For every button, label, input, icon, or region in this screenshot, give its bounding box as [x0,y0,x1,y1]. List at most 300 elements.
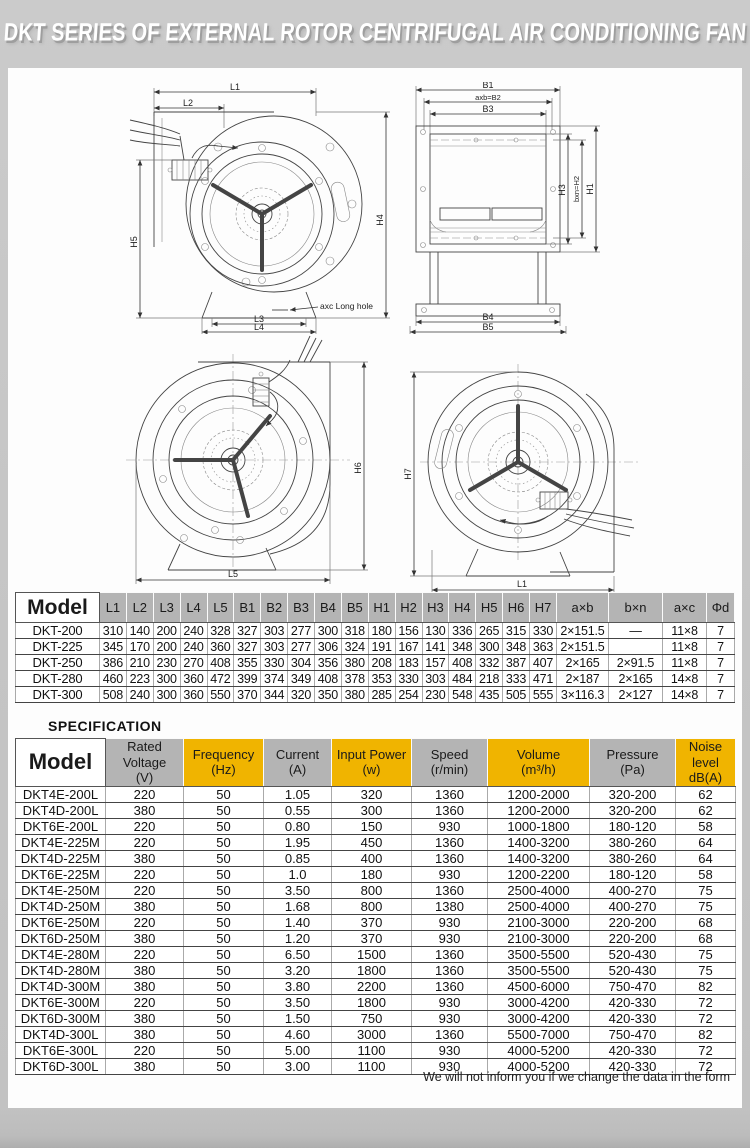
spec-value-cell: 4000-5200 [488,1058,590,1074]
spec-value-cell: 400-270 [590,882,676,898]
spec-col-header-speed [412,739,488,787]
dim-model-cell: DKT-250 [16,655,100,671]
spec-value-cell: 1.68 [264,898,332,914]
dim-value-cell: 300 [476,639,503,655]
spec-table-row [16,898,736,914]
spec-value-cell: 0.80 [264,818,332,834]
dim-value-cell: 471 [530,671,557,687]
dim-value-cell: 360 [180,671,207,687]
spec-model-cell: DKT6D-300L [16,1058,106,1074]
dim-value-cell: 350 [315,687,342,703]
dim-value-cell: 2×187 [557,671,609,687]
spec-value-cell: 2500-4000 [488,882,590,898]
dim-col-header-b1: B1 [234,593,261,623]
dim-table-row [16,639,735,655]
spec-value-cell: 380 [106,962,184,978]
spec-value-cell: 62 [676,802,736,818]
spec-value-cell: 1.20 [264,930,332,946]
dim-col-header-a-b: a×b [557,593,609,623]
dim-value-cell: 370 [234,687,261,703]
dim-col-header-b3: B3 [288,593,315,623]
dim-value-cell: 230 [153,655,180,671]
dim-value-cell: 304 [288,655,315,671]
dim-value-cell: 223 [126,671,153,687]
dim-col-header-l3: L3 [153,593,180,623]
dim-value-cell: 141 [422,639,449,655]
spec-table-row [16,930,736,946]
dim-value-cell: 2×151.5 [557,623,609,639]
spec-header-unit: (w) [362,762,381,778]
dim-value-cell: 180 [368,623,395,639]
dim-value-cell: 11×8 [663,623,707,639]
dim-col-header-h1: H1 [368,593,395,623]
spec-value-cell: 75 [676,882,736,898]
spec-value-cell: 75 [676,962,736,978]
spec-value-cell: 930 [412,1010,488,1026]
dim-value-cell: 344 [261,687,288,703]
dim-value-cell: 327 [234,639,261,655]
spec-model-cell: DKT6E-200L [16,818,106,834]
spec-value-cell: 0.55 [264,802,332,818]
dim-value-cell: 399 [234,671,261,687]
side-left-geometry [126,336,368,584]
spec-value-cell: 3500-5500 [488,962,590,978]
spec-value-cell: 58 [676,818,736,834]
spec-value-cell: 72 [676,1058,736,1074]
spec-table-row [16,802,736,818]
dim-value-cell: 330 [395,671,422,687]
spec-value-cell: 1360 [412,850,488,866]
dim-value-cell: 380 [341,687,368,703]
dim-value-cell: 306 [315,639,342,655]
dim-value-cell: 360 [207,639,234,655]
dim-label-h3: H3 [557,184,567,196]
dim-table-row [16,623,735,639]
dim-value-cell: 7 [707,655,735,671]
spec-value-cell: 930 [412,1058,488,1074]
dim-label-b3: B3 [482,104,494,114]
dim-value-cell: 170 [126,639,153,655]
spec-value-cell: 380 [106,1058,184,1074]
dim-label-b1: B1 [482,82,494,90]
dim-col-header-l2: L2 [126,593,153,623]
spec-value-cell: 1500 [332,946,412,962]
dimension-table-head [16,593,735,623]
dim-value-cell: 407 [530,655,557,671]
spec-value-cell: 930 [412,914,488,930]
spec-table-row [16,914,736,930]
spec-header-label: Pressure [606,746,659,762]
spec-value-cell: 5500-7000 [488,1026,590,1042]
dim-value-cell: 240 [126,687,153,703]
dim-value-cell: 345 [100,639,127,655]
dim-value-cell: 277 [288,623,315,639]
spec-value-cell: 1360 [412,802,488,818]
dim-value-cell: 200 [153,623,180,639]
spec-value-cell: 1800 [332,994,412,1010]
spec-model-cell: DKT6E-250M [16,914,106,930]
spec-table-row [16,1042,736,1058]
spec-value-cell: 380 [106,930,184,946]
spec-value-cell: 3.80 [264,978,332,994]
spec-value-cell: 1200-2000 [488,802,590,818]
dim-value-cell: 360 [180,687,207,703]
spec-value-cell: 72 [676,994,736,1010]
dim-value-cell: 240 [180,639,207,655]
dim-value-cell: 2×165 [609,671,663,687]
spec-value-cell: 1380 [412,898,488,914]
spec-value-cell: 3.20 [264,962,332,978]
mounting-base [168,535,276,571]
spec-table-row [16,866,736,882]
dim-value-cell: 240 [180,623,207,639]
dim-value-cell: 318 [341,623,368,639]
spec-value-cell: 62 [676,786,736,802]
spec-value-cell: 220 [106,1042,184,1058]
dim-value-cell: 356 [315,655,342,671]
spec-table-row [16,882,736,898]
spec-header-unit: (m³/h) [521,762,556,778]
spec-value-cell: 380 [106,850,184,866]
dim-value-cell: 328 [207,623,234,639]
dim-value-cell: 508 [100,687,127,703]
dim-label-h6: H6 [353,462,363,474]
dimension-table-body [16,623,735,703]
wires [130,120,184,160]
dim-model-cell: DKT-280 [16,671,100,687]
spec-table-row [16,1026,736,1042]
dim-value-cell: — [609,623,663,639]
dim-value-cell [609,639,663,655]
dim-col-header-b5: B5 [341,593,368,623]
spec-value-cell: 380-260 [590,834,676,850]
dim-value-cell: 348 [503,639,530,655]
spec-table-row [16,962,736,978]
dim-value-cell: 555 [530,687,557,703]
spec-table-row [16,994,736,1010]
spec-value-cell: 1400-3200 [488,834,590,850]
spec-value-cell: 1100 [332,1058,412,1074]
spec-header-unit: dB(A) [688,770,723,786]
dim-value-cell: 303 [422,671,449,687]
spec-value-cell: 3500-5500 [488,946,590,962]
spec-value-cell: 930 [412,866,488,882]
spec-value-cell: 50 [184,786,264,802]
dim-label-h7: H7 [403,468,413,480]
spec-value-cell: 420-330 [590,1010,676,1026]
dim-col-header-h3: H3 [422,593,449,623]
dim-value-cell: 408 [449,655,476,671]
dim-col-header-b4: B4 [315,593,342,623]
specification-table-body [16,786,736,1074]
spec-value-cell: 58 [676,866,736,882]
spec-value-cell: 150 [332,818,412,834]
dim-col-header-h5: H5 [476,593,503,623]
dim-value-cell: 218 [476,671,503,687]
spec-value-cell: 3.00 [264,1058,332,1074]
spec-value-cell: 420-330 [590,1058,676,1074]
dim-value-cell: 140 [126,623,153,639]
dim-header-row [16,593,735,623]
spec-value-cell: 2100-3000 [488,914,590,930]
spec-value-cell: 180-120 [590,818,676,834]
spec-value-cell: 1800 [332,962,412,978]
spec-model-cell: DKT4E-200L [16,786,106,802]
fan-side-view-left-drawing [118,332,383,584]
spec-value-cell: 1.0 [264,866,332,882]
dim-value-cell: 374 [261,671,288,687]
dim-value-cell: 348 [449,639,476,655]
dimension-table [15,592,735,703]
dim-value-cell: 330 [530,623,557,639]
spec-model-cell: DKT4D-300M [16,978,106,994]
spec-value-cell: 1.05 [264,786,332,802]
spec-value-cell: 1360 [412,962,488,978]
spec-header-label: Noise level [688,739,723,770]
dim-value-cell: 484 [449,671,476,687]
spec-value-cell: 220 [106,818,184,834]
spec-value-cell: 50 [184,978,264,994]
dim-value-cell: 310 [100,623,127,639]
spec-col-header-current [264,739,332,787]
dim-col-header-b2: B2 [261,593,288,623]
spec-value-cell: 50 [184,850,264,866]
spec-value-cell: 50 [184,1026,264,1042]
spec-value-cell: 930 [412,1042,488,1058]
page-title: DKT SERIES OF EXTERNAL ROTOR CENTRIFUGAL AIR CONDITIONING FAN [2,19,748,47]
dim-value-cell: 300 [315,623,342,639]
spec-header-label: Input Power [336,746,407,762]
spec-value-cell: 50 [184,914,264,930]
spec-table-row [16,818,736,834]
spec-value-cell: 50 [184,898,264,914]
dim-model-cell: DKT-300 [16,687,100,703]
spec-header-unit: (Pa) [620,762,645,778]
dim-value-cell: 11×8 [663,655,707,671]
spec-value-cell: 4.60 [264,1026,332,1042]
spec-model-cell: DKT4D-300L [16,1026,106,1042]
spec-value-cell: 750-470 [590,1026,676,1042]
spec-value-cell: 930 [412,930,488,946]
dim-value-cell: 200 [153,639,180,655]
dim-label-l4: L4 [253,322,265,332]
spec-value-cell: 50 [184,962,264,978]
spec-model-cell: DKT4D-250M [16,898,106,914]
spec-value-cell: 1200-2000 [488,786,590,802]
dim-value-cell: 332 [476,655,503,671]
spec-value-cell: 3000 [332,1026,412,1042]
spec-value-cell: 1360 [412,1026,488,1042]
spec-value-cell: 1400-3200 [488,850,590,866]
dim-value-cell: 548 [449,687,476,703]
spec-value-cell: 50 [184,834,264,850]
spec-value-cell: 1360 [412,786,488,802]
dim-col-header-l5: L5 [207,593,234,623]
spec-value-cell: 220 [106,834,184,850]
dim-value-cell: 408 [207,655,234,671]
specification-table-head [16,739,736,787]
spec-header-label: Current [275,746,320,762]
dim-value-cell: 265 [476,623,503,639]
spec-value-cell: 75 [676,898,736,914]
side-right-geometry [403,364,640,594]
spec-value-cell: 1360 [412,946,488,962]
spec-value-cell: 3000-4200 [488,994,590,1010]
spec-model-cell: DKT4D-280M [16,962,106,978]
spec-value-cell: 400-270 [590,898,676,914]
spec-value-cell: 400 [332,850,412,866]
spec-value-cell: 520-430 [590,946,676,962]
dim-value-cell: 386 [100,655,127,671]
spec-value-cell: 6.50 [264,946,332,962]
dim-value-cell: 315 [503,623,530,639]
dim-col-header-b-n: b×n [609,593,663,623]
spec-value-cell: 50 [184,882,264,898]
spec-model-cell: DKT6E-225M [16,866,106,882]
spec-header-label: Model [28,749,93,775]
dim-value-cell: 550 [207,687,234,703]
spec-header-label: Rated Voltage [122,739,167,770]
dim-label-b5: B5 [482,322,494,332]
fan-side-view-right-drawing [400,344,665,599]
fan-outlet-view-drawing [406,82,618,334]
spec-value-cell: 800 [332,898,412,914]
dim-value-cell: 2×127 [609,687,663,703]
dim-value-cell: 303 [261,639,288,655]
dim-value-cell: 3×116.3 [557,687,609,703]
dim-value-cell: 285 [368,687,395,703]
dim-value-cell: 435 [476,687,503,703]
outlet-geometry [410,82,600,334]
spec-value-cell: 220 [106,946,184,962]
spec-value-cell: 4000-5200 [488,1042,590,1058]
spec-value-cell: 75 [676,946,736,962]
dim-col-header-l1: L1 [100,593,127,623]
dim-col-header-a-c: a×c [663,593,707,623]
dim-value-cell: 208 [368,655,395,671]
specification-heading: SPECIFICATION [48,718,162,734]
dim-col-header-h4: H4 [449,593,476,623]
long-hole-label: axc Long hole [320,301,373,311]
spec-value-cell: 1360 [412,978,488,994]
spec-col-header-noise-level [676,739,736,787]
dim-value-cell: 408 [315,671,342,687]
spec-value-cell: 72 [676,1010,736,1026]
dim-col-header--d: Φd [707,593,735,623]
spec-table-row [16,978,736,994]
spec-value-cell: 2200 [332,978,412,994]
spec-value-cell: 300 [332,802,412,818]
dim-value-cell: 277 [288,639,315,655]
spec-value-cell: 380 [106,978,184,994]
spec-value-cell: 380-260 [590,850,676,866]
spec-model-cell: DKT6D-300M [16,1010,106,1026]
spec-value-cell: 220 [106,914,184,930]
spec-model-cell: DKT4E-280M [16,946,106,962]
dim-value-cell: 7 [707,687,735,703]
dim-value-cell: 324 [341,639,368,655]
spec-value-cell: 750 [332,1010,412,1026]
spec-table-row [16,1010,736,1026]
dim-label-l1: L1 [229,82,241,92]
spec-value-cell: 3000-4200 [488,1010,590,1026]
spec-value-cell: 1.95 [264,834,332,850]
spec-value-cell: 180 [332,866,412,882]
dim-label-h4: H4 [375,214,385,226]
spec-col-header-pressure [590,739,676,787]
spec-value-cell: 1.40 [264,914,332,930]
spec-value-cell: 50 [184,1010,264,1026]
spec-value-cell: 380 [106,898,184,914]
dim-value-cell: 11×8 [663,639,707,655]
dim-col-header-model: Model [16,593,100,623]
spec-table-row [16,834,736,850]
spec-value-cell: 4500-6000 [488,978,590,994]
dim-model-cell: DKT-225 [16,639,100,655]
dim-value-cell: 300 [153,671,180,687]
dim-model-cell: DKT-200 [16,623,100,639]
spec-value-cell: 420-330 [590,1042,676,1058]
spec-value-cell: 800 [332,882,412,898]
dim-col-header-h7: H7 [530,593,557,623]
spec-value-cell: 220-200 [590,914,676,930]
spec-header-unit: (V) [135,770,154,786]
spec-value-cell: 220 [106,866,184,882]
dim-label-h1: H1 [585,183,595,195]
dim-label-h5: H5 [129,236,139,248]
dim-table-row [16,655,735,671]
dim-value-cell: 2×165 [557,655,609,671]
spec-value-cell: 1200-2200 [488,866,590,882]
spec-value-cell: 1.50 [264,1010,332,1026]
spec-value-cell: 50 [184,1058,264,1074]
dim-value-cell: 191 [368,639,395,655]
spec-value-cell: 370 [332,914,412,930]
dim-value-cell: 210 [126,655,153,671]
spec-header-label: Frequency [192,746,255,762]
dim-value-cell: 353 [368,671,395,687]
dim-value-cell: 7 [707,639,735,655]
spec-value-cell: 320-200 [590,802,676,818]
spec-value-cell: 420-330 [590,994,676,1010]
spec-value-cell: 82 [676,1026,736,1042]
spec-value-cell: 1360 [412,882,488,898]
dim-label-l2: L2 [182,98,194,108]
dim-value-cell: 254 [395,687,422,703]
bottom-band [0,1108,750,1148]
dim-label-l5: L5 [227,569,239,579]
spec-model-cell: DKT6E-300M [16,994,106,1010]
spec-col-header-frequency [184,739,264,787]
dim-value-cell: 330 [261,655,288,671]
dim-value-cell: 14×8 [663,671,707,687]
spec-model-cell: DKT6E-300L [16,1042,106,1058]
fan-front-geometry [129,82,390,334]
spec-value-cell: 50 [184,930,264,946]
dim-value-cell: 380 [341,655,368,671]
spec-value-cell: 380 [106,1010,184,1026]
dim-value-cell: 270 [180,655,207,671]
dim-value-cell: 2×91.5 [609,655,663,671]
spec-table-row [16,850,736,866]
dim-label-l3: L3 [253,314,265,324]
spec-value-cell: 0.85 [264,850,332,866]
specification-table [15,738,736,1075]
dim-value-cell: 156 [395,623,422,639]
spec-value-cell: 3.50 [264,882,332,898]
spec-value-cell: 750-470 [590,978,676,994]
spec-value-cell: 5.00 [264,1042,332,1058]
